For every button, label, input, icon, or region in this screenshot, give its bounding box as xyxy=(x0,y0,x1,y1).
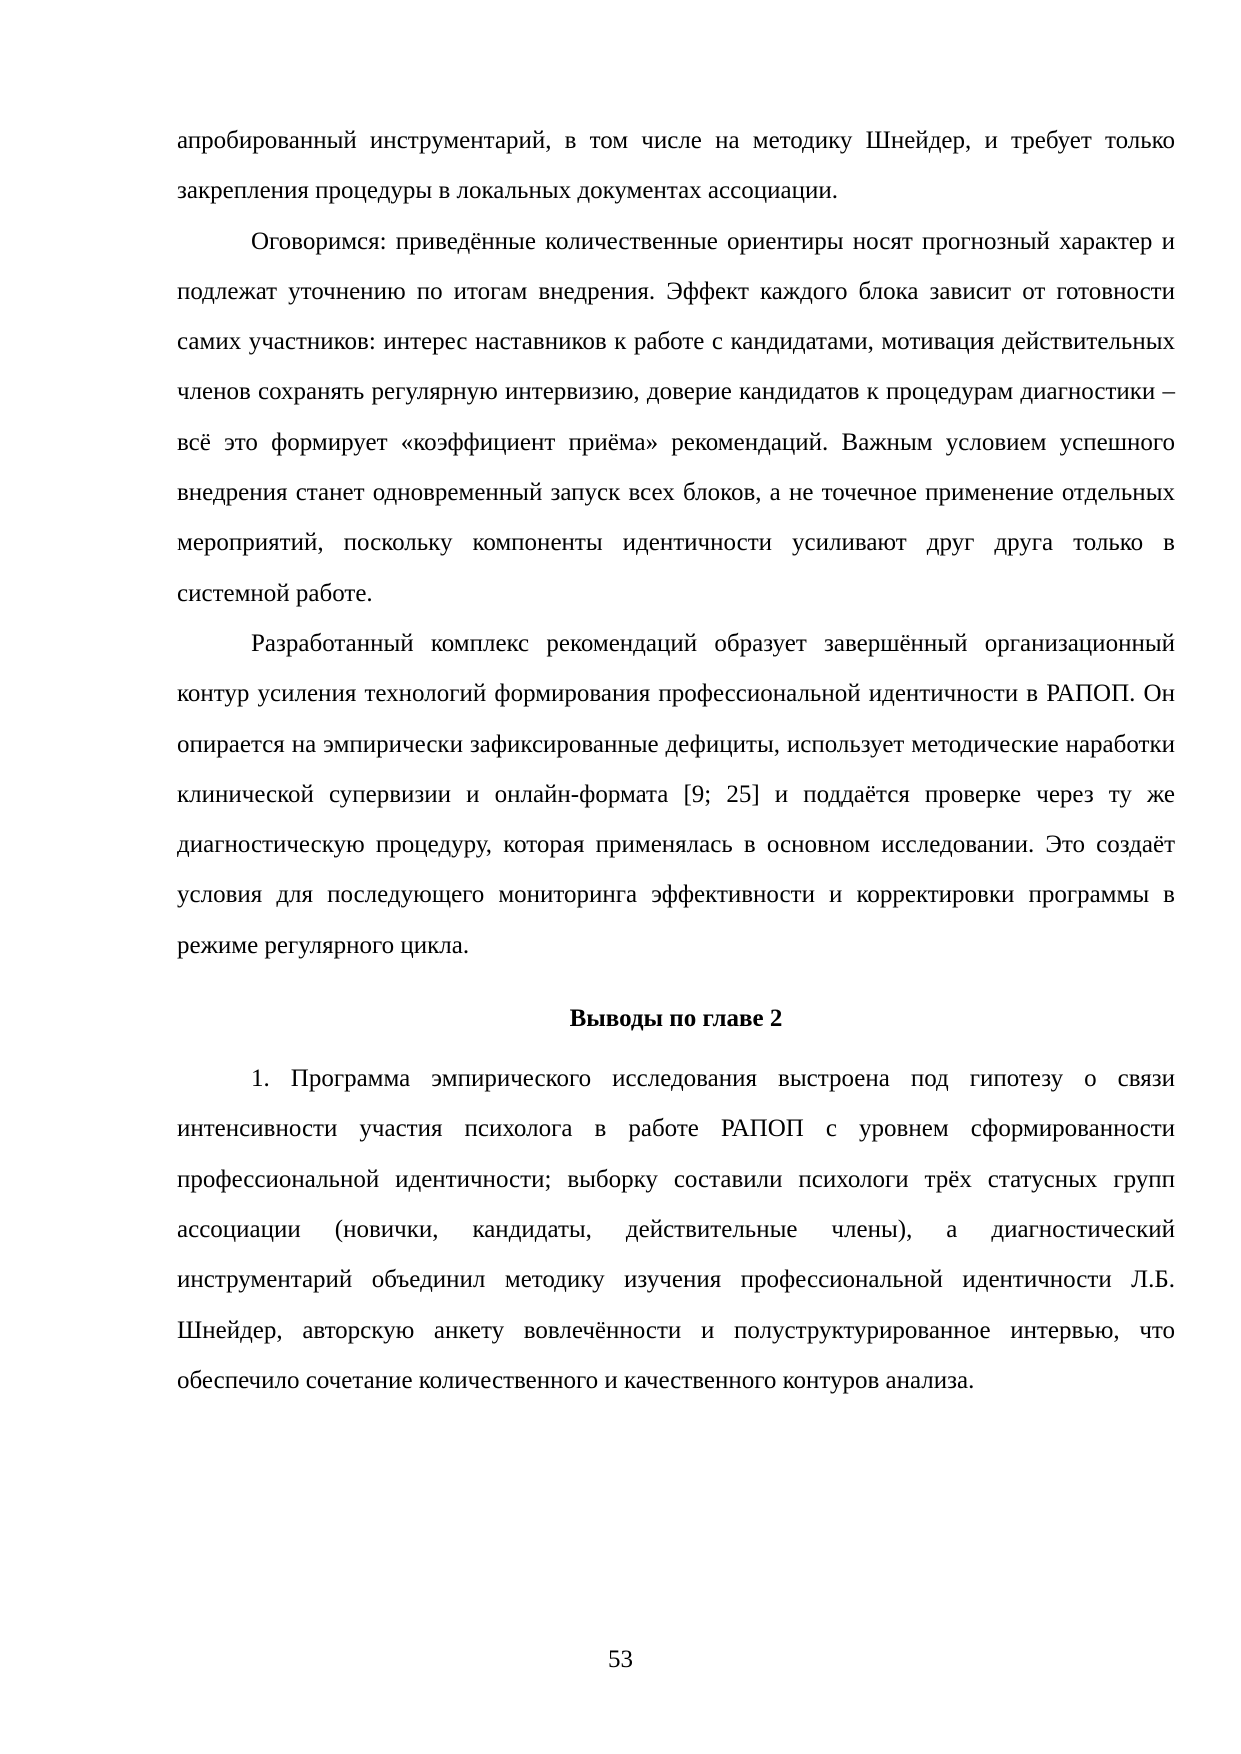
conclusion-item-1: 1. Программа эмпирического исследования выстроена под гипотезу о связи интенсивности участия психолога в работе РАПОП с уровнем сформированности профессиональной идентичности; выборку составили психологи трёх статусных групп ассоциации (новички, кандидаты, действительные члены), а диагностический инструментарий объединил методику изучения профессиональной идентичности Л.Б. Шнейдер, авторскую анкету вовлечённости и полуструктурированное интервью, что обеспечило сочетание количественного и качественного контуров анализа. xyxy=(177,1065,1175,1394)
section-heading: Выводы по главе 2 xyxy=(569,1005,783,1033)
paragraph-caveat: Оговоримся: приведённые количественные ориентиры носят прогнозный характер и подлежат уточнению по итогам внедрения. Эффект каждого блока зависит от готовности самих участников: интерес наставников к работе с кандидатами, мотивация действительных членов сохранять регулярную интервизию, доверие кандидатов к процедурам диагностики – всё это формирует «коэффициент приёма» рекомендаций. Важным условием успешного внедрения станет одновременный запуск всех блоков, а не точечное применение отдельных мероприятий, поскольку компоненты идентичности усиливают друг друга только в системной работе. xyxy=(177,227,1175,607)
paragraph-continuation: апробированный инструментарий, в том числе на методику Шнейдер, и требует только закрепления процедуры в локальных документах ассоциации. xyxy=(177,127,1175,205)
paragraph-summary: Разработанный комплекс рекомендаций образует завершённый организационный контур усиления технологий формирования профессиональной идентичности в РАПОП. Он опирается на эмпирически зафиксированные дефициты, использует методические наработки клинической супервизии и онлайн-формата [9; 25] и поддаётся проверке через ту же диагностическую процедуру, которая применялась в основном исследовании. Это создаёт условия для последующего мониторинга эффективности и корректировки программы в режиме регулярного цикла. xyxy=(177,629,1175,959)
page-number: 53 xyxy=(608,1646,633,1673)
document-body xyxy=(177,116,1175,1406)
